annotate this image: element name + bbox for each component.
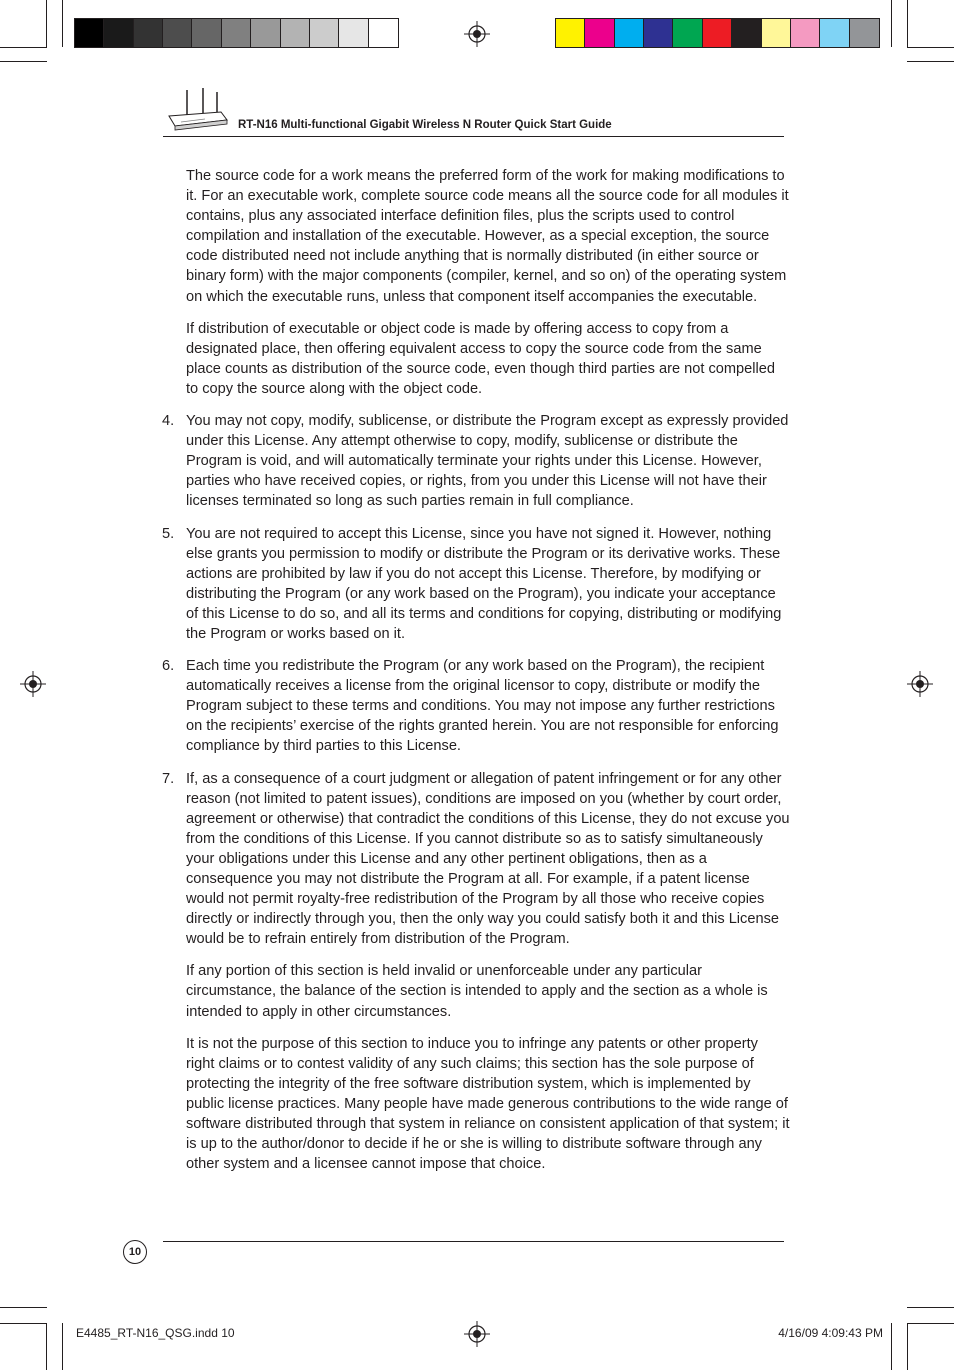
color-swatch: [644, 19, 673, 47]
color-swatch: [104, 19, 133, 47]
crop-mark: [0, 47, 47, 48]
registration-mark-icon: [464, 1321, 490, 1347]
registration-mark-icon: [907, 671, 933, 697]
list-item-number: 7.: [162, 770, 175, 787]
color-swatch: [762, 19, 791, 47]
crop-mark: [46, 1323, 47, 1370]
crop-mark: [0, 1323, 47, 1324]
color-swatch: [281, 19, 310, 47]
license-text: [162, 166, 790, 1186]
color-swatch: [673, 19, 702, 47]
slug-file-name: E4485_RT-N16_QSG.indd 10: [76, 1326, 235, 1340]
color-swatch: [732, 19, 761, 47]
color-swatch: [703, 19, 732, 47]
list-item-number: 5.: [162, 525, 175, 542]
crop-mark: [0, 61, 47, 62]
list-item-number: 6.: [162, 658, 175, 675]
color-swatch: [369, 19, 398, 47]
router-icon: [165, 86, 231, 134]
page-header-title: RT-N16 Multi-functional Gigabit Wireless N Router Quick Start Guide: [238, 119, 612, 131]
footer-rule: [163, 1241, 784, 1242]
process-color-bar: [555, 18, 880, 48]
crop-mark: [0, 1307, 47, 1308]
list-item-number: 4.: [162, 413, 175, 430]
crop-mark: [891, 1323, 892, 1370]
crop-mark: [907, 0, 908, 47]
registration-mark-icon: [464, 21, 490, 47]
grayscale-color-bar: [74, 18, 399, 48]
paragraph-invalid-portion: If any portion of this section is held invalid or unenforceable under any particular circumstance, the balance of the section is intended to apply and the section as a whole is intended to apply in other circumstances.: [186, 963, 768, 1020]
color-swatch: [339, 19, 368, 47]
color-swatch: [163, 19, 192, 47]
color-swatch: [192, 19, 221, 47]
crop-mark: [907, 1323, 954, 1324]
paragraph-purpose: It is not the purpose of this section to induce you to infringe any patents or other property right claims or to contest validity of any such claims; this section has the sole purpose of protecting the integrity of the free software distribution system, which is implemented by public license practices. Many people have made generous contributions to the wide range of software distributed through that system in reliance on consistent application of that system; it is up to the author/donor to decide if he or she is willing to distribute software through any other system and a licensee cannot impose that choice.: [186, 1035, 790, 1173]
color-swatch: [134, 19, 163, 47]
list-item-text: If, as a consequence of a court judgment or allegation of patent infringement or for any other reason (not limited to patent issues), conditions are imposed on you (whether by court order, agreement or otherwise) that contradict the conditions of this License, they do not excuse you from the conditions of this License. If you cannot distribute so as to satisfy simultaneously your obligations under this License and any other pertinent obligations, then as a consequence you may not distribute the Program at all. For example, if a patent license would not permit royalty-free redistribution of the Program by all those who receive copies directly or indirectly through you, then the only way you could satisfy both it and this License would be to refrain entirely from distribution of the Program.: [186, 770, 790, 948]
list-item: [162, 524, 790, 645]
color-swatch: [585, 19, 614, 47]
color-swatch: [251, 19, 280, 47]
color-swatch: [310, 19, 339, 47]
color-swatch: [222, 19, 251, 47]
color-swatch: [850, 19, 879, 47]
color-swatch: [556, 19, 585, 47]
list-item: [162, 656, 790, 756]
crop-mark: [46, 0, 47, 47]
header-rule: [163, 136, 784, 137]
color-swatch: [75, 19, 104, 47]
color-swatch: [820, 19, 849, 47]
crop-mark: [907, 47, 954, 48]
crop-mark: [62, 0, 63, 47]
crop-mark: [907, 1323, 908, 1370]
registration-mark-icon: [20, 671, 46, 697]
list-item-text: You are not required to accept this License, since you have not signed it. However, nothing else grants you permission to modify or distribute the Program or its derivative works. These actions are prohibited by law if you do not accept this License. Therefore, by modifying or distributing the Program (or any work based on the Program), you indicate your acceptance of this License to do so, and all its terms and conditions for copying, distributing or modifying the Program or works based on it.: [186, 525, 782, 642]
slug-date: 4/16/09 4:09:43 PM: [778, 1326, 883, 1340]
list-item-text: You may not copy, modify, sublicense, or distribute the Program except as expressly provided under this License. Any attempt otherwise to copy, modify, sublicense or distribute the Program is void, and will automatically terminate your rights under this License. However, parties who have received copies, or rights, from you under this License will not have their licenses terminated so long as such parties remain in full compliance.: [186, 413, 789, 510]
crop-mark: [907, 61, 954, 62]
color-swatch: [615, 19, 644, 47]
crop-mark: [891, 0, 892, 47]
crop-mark: [907, 1307, 954, 1308]
list-item-text: Each time you redistribute the Program (or any work based on the Program), the recipient automatically receives a license from the original licensor to copy, distribute or modify the Program subject to these terms and conditions. You may not impose any further restrictions on the recipients’ exercise of the rights granted herein. You are not responsible for enforcing compliance by third parties to this License.: [186, 658, 779, 755]
color-swatch: [791, 19, 820, 47]
paragraph-source-code: The source code for a work means the preferred form of the work for making modifications to it. For an executable work, complete source code means all the source code for all modules it contains, plus any associated interface definition files, plus the scripts used to control compilation and installation of the executable. However, as a special exception, the source code distributed need not include anything that is normally distributed (in either source or binary form) with the major components (compiler, kernel, and so on) of the operating system on which the executable runs, unless that component itself accompanies the executable.: [186, 168, 789, 305]
crop-mark: [62, 1323, 63, 1370]
paragraph-distribution: If distribution of executable or object code is made by offering access to copy from a designated place, then offering equivalent access to copy the source code from the same place counts as distribution of the source code, even though third parties are not compelled to copy the source along with the object code.: [186, 320, 775, 397]
page-number: 10: [123, 1240, 147, 1264]
list-item: [162, 411, 790, 511]
list-item: [162, 769, 790, 950]
